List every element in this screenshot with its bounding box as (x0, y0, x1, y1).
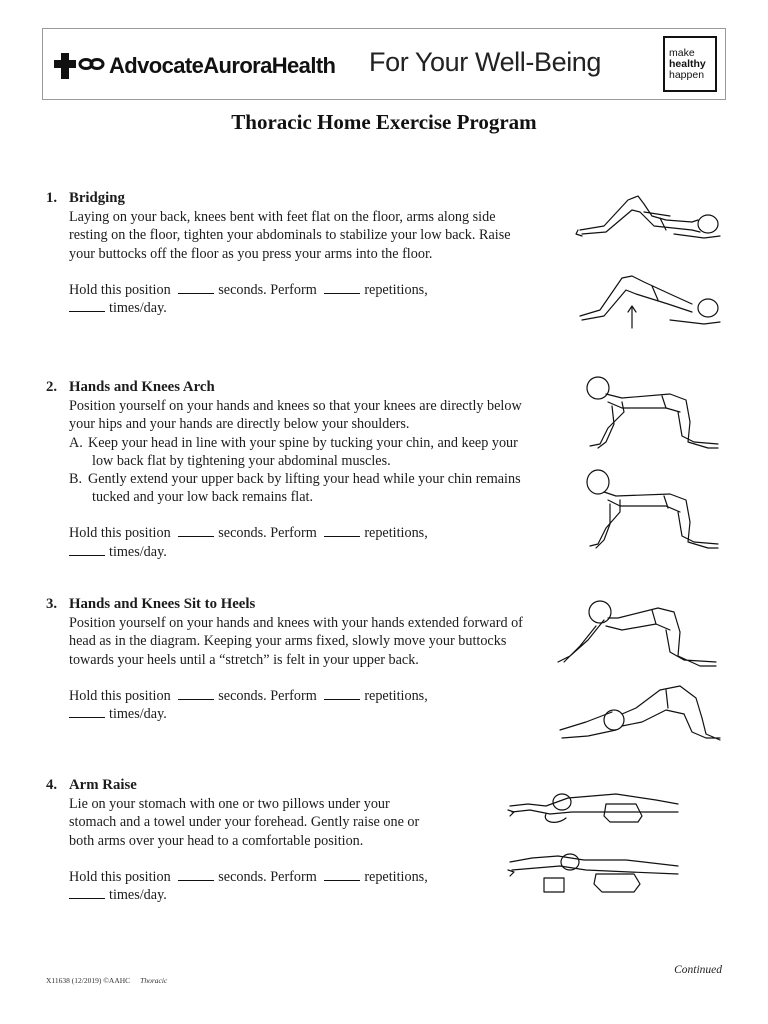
times-blank (69, 310, 105, 312)
repetitions-label: repetitions, (364, 687, 428, 704)
repetitions-blank (324, 535, 360, 537)
badge-line: make (669, 46, 695, 59)
times-label: times/day. (109, 300, 167, 317)
exercise-description: Lie on your stomach with one or two pillows under your stomach and a towel under your forehead. Gently raise one or both arms over your head to a comfortable position. (69, 796, 420, 849)
exercise-heading (46, 595, 526, 613)
form-number: X11638 (12/2019) ©AAHC (46, 976, 131, 985)
times-label: times/day. (109, 887, 167, 904)
exercise-name: Arm Raise (69, 777, 137, 793)
exercise-number: 4. (46, 777, 58, 793)
exercise-description: Laying on your back, knees bent with feet flat on the floor, arms along side resting on the floor, tighten your abdominals to stabilize your low back. Raise your buttocks off the floor as you press your arms into the floor. (69, 209, 511, 262)
repetitions-label: repetitions, (364, 281, 428, 298)
seconds-label: seconds. Perform (218, 868, 317, 885)
exercise-heading (46, 776, 436, 794)
badge-line: happen (669, 68, 705, 81)
step-item (69, 470, 526, 506)
seconds-blank (178, 879, 214, 881)
hold-instructions (69, 524, 526, 560)
repetitions-blank (324, 698, 360, 700)
sit-to-heels-start-illustration (556, 596, 722, 672)
bridging-raised-illustration (574, 268, 724, 332)
exercise-2 (46, 378, 526, 561)
exercise-4 (46, 776, 436, 904)
brand-name: AdvocateAuroraHealth (109, 53, 336, 78)
seconds-label: seconds. Perform (218, 687, 317, 704)
arm-raise-lifted-illustration (506, 848, 680, 900)
hold-instructions (69, 687, 526, 723)
hands-knees-extend-illustration (582, 466, 722, 552)
exercise-heading (46, 378, 526, 396)
make-healthy-happen-badge (663, 36, 717, 92)
hands-knees-flat-illustration (582, 372, 722, 454)
exercise-name: Hands and Knees Arch (69, 379, 215, 395)
hold-label: Hold this position (69, 525, 171, 542)
exercise-number: 2. (46, 379, 58, 395)
arm-raise-start-illustration (506, 782, 680, 840)
step-item (69, 434, 526, 470)
hold-label: Hold this position (69, 687, 171, 704)
page-title: Thoracic Home Exercise Program (231, 110, 537, 134)
repetitions-label: repetitions, (364, 525, 428, 542)
repetitions-blank (324, 292, 360, 294)
times-label: times/day. (109, 543, 167, 560)
times-blank (69, 554, 105, 556)
exercise-number: 3. (46, 596, 58, 612)
hold-label: Hold this position (69, 868, 171, 885)
hold-instructions (69, 868, 436, 904)
times-blank (69, 897, 105, 899)
repetitions-label: repetitions, (364, 868, 428, 885)
bridging-start-illustration (574, 186, 724, 246)
header-banner (42, 28, 726, 100)
continued-label: Continued (674, 964, 722, 976)
step-label: B. (69, 471, 83, 488)
exercise-1 (46, 189, 526, 317)
step-label: A. (69, 434, 83, 451)
seconds-blank (178, 698, 214, 700)
seconds-blank (178, 292, 214, 294)
seconds-label: seconds. Perform (218, 281, 317, 298)
advocate-cross-icon (53, 52, 105, 80)
step-text: Keep your head in line with your spine by tucking your chin, and keep your low back flat by tightening your abdominal muscles. (88, 434, 518, 469)
exercise-description: Position yourself on your hands and knees with your hands extended forward of head as in the diagram. Keeping your arms fixed, slowly move your buttocks towards your heels until a “stretch” is felt in your upper back. (69, 615, 523, 668)
exercise-number: 1. (46, 190, 58, 206)
times-label: times/day. (109, 706, 167, 723)
document-code (46, 976, 167, 985)
exercise-description: Position yourself on your hands and knees so that your knees are directly below your hips and your hands are directly below your shoulders. (69, 398, 522, 433)
step-text: Gently extend your upper back by lifting your head while your chin remains tucked and your low back remains flat. (88, 471, 521, 506)
hold-label: Hold this position (69, 281, 171, 298)
brand-logo (53, 49, 335, 83)
exercise-name: Hands and Knees Sit to Heels (69, 596, 256, 612)
times-blank (69, 716, 105, 718)
sit-to-heels-stretch-illustration (556, 678, 722, 746)
tagline: For Your Well-Being (369, 47, 602, 77)
exercise-3 (46, 595, 526, 723)
badge-line: healthy (669, 57, 706, 70)
seconds-blank (178, 535, 214, 537)
hold-instructions (69, 281, 526, 317)
seconds-label: seconds. Perform (218, 525, 317, 542)
exercise-name: Bridging (69, 190, 125, 206)
form-topic: Thoracic (140, 976, 168, 985)
exercise-heading (46, 189, 526, 207)
repetitions-blank (324, 879, 360, 881)
